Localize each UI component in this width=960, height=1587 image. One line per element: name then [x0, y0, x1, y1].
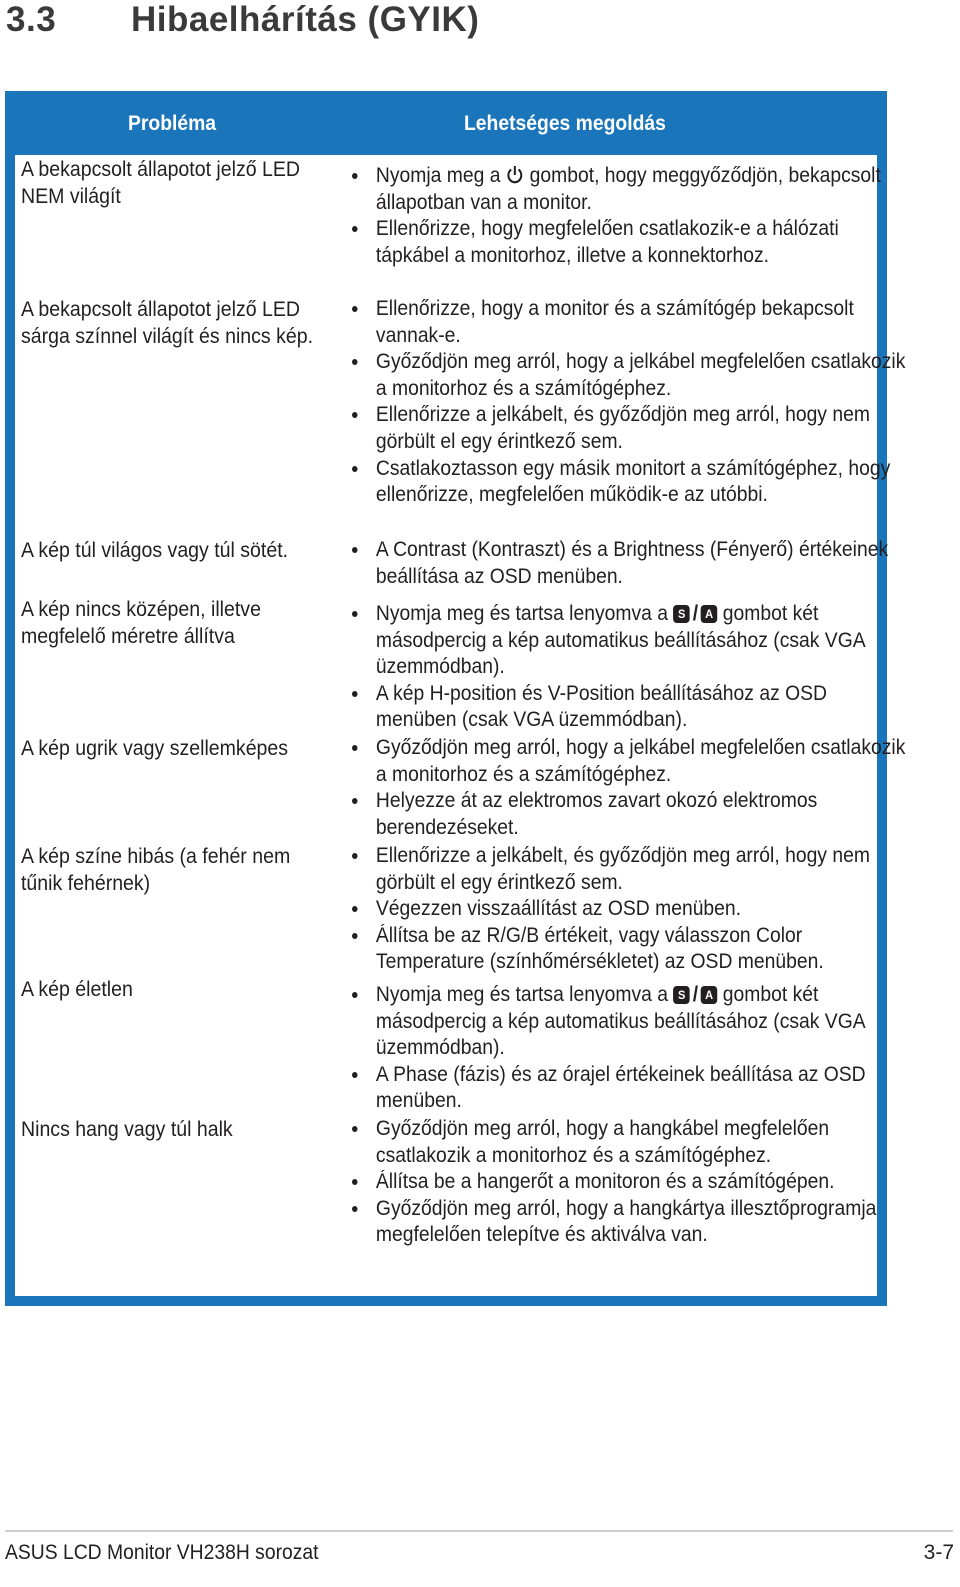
- solution-item: Nyomja meg a gombot, hogy meggyőződjön, bekapcsolt állapotban van a monitor.: [352, 163, 910, 216]
- key-separator: /: [692, 602, 699, 625]
- problem-blurry: A kép életlen: [21, 978, 133, 1001]
- solution-item: Nyomja meg és tartsa lenyomva a S / A gombot két másodpercig a kép automatikus beállításához (csak VGA üzemmódban).: [352, 982, 910, 1062]
- bullet-icon: [352, 933, 358, 939]
- bullet-icon: [352, 359, 358, 365]
- bullet-icon: [352, 547, 358, 553]
- problem-led-off: A bekapcsolt állapotot jelző LED NEM világít: [21, 158, 301, 208]
- bullet-icon: [352, 173, 358, 179]
- solution-item: Állítsa be az R/G/B értékeit, vagy válasszon Color Temperature (színhőmérsékletet) az OSD menüben.: [352, 923, 910, 976]
- bullet-icon: [352, 1179, 358, 1185]
- s-key-icon: S: [673, 605, 690, 623]
- bullet-icon: [352, 611, 358, 617]
- problem-led-yellow: A bekapcsolt állapotot jelző LED sárga színnel világít és nincs kép.: [21, 298, 314, 348]
- solution-item: A Phase (fázis) és az órajel értékeinek beállítása az OSD menüben.: [352, 1062, 910, 1115]
- column-header-problem: Probléma: [128, 112, 217, 135]
- solution-list-flicker: [352, 735, 912, 841]
- problem-flicker: A kép ugrik vagy szellemképes: [21, 737, 289, 760]
- footer-divider: [5, 1530, 953, 1532]
- solution-item: Ellenőrizze a jelkábelt, és győződjön meg arról, hogy nem görbült el egy érintkező sem.: [352, 843, 910, 896]
- solution-item: Győződjön meg arról, hogy a hangkábel megfelelően csatlakozik a monitorhoz és a számítógéphez.: [352, 1116, 910, 1169]
- bullet-icon: [352, 1126, 358, 1132]
- column-header-solution: Lehetséges megoldás: [464, 112, 666, 135]
- power-icon: [506, 165, 524, 185]
- solution-item: Győződjön meg arról, hogy a jelkábel megfelelően csatlakozik a monitorhoz és a számítógéphez.: [352, 349, 910, 402]
- solution-item: Ellenőrizze, hogy a monitor és a számítógép bekapcsolt vannak-e.: [352, 296, 910, 349]
- solution-list-color: [352, 843, 912, 976]
- bullet-icon: [352, 1072, 358, 1078]
- bullet-icon: [352, 1206, 358, 1212]
- problem-brightness: A kép túl világos vagy túl sötét.: [21, 539, 289, 562]
- a-key-icon: A: [701, 986, 718, 1004]
- s-key-icon: S: [673, 986, 690, 1004]
- solution-list-brightness: [352, 537, 912, 590]
- solution-item: Csatlakoztasson egy másik monitort a számítógéphez, hogy ellenőrizze, megfelelően működik-e az utóbbi.: [352, 456, 910, 509]
- solution-item: Állítsa be a hangerőt a monitoron és a számítógépen.: [352, 1169, 910, 1196]
- solution-list-led-yellow: [352, 296, 912, 509]
- section-title-text: Hibaelhárítás (GYIK): [131, 0, 480, 39]
- solution-item: Győződjön meg arról, hogy a jelkábel megfelelően csatlakozik a monitorhoz és a számítógéphez.: [352, 735, 910, 788]
- bullet-icon: [352, 992, 358, 998]
- bullet-icon: [352, 466, 358, 472]
- bullet-icon: [352, 691, 358, 697]
- problem-no-sound: Nincs hang vagy túl halk: [21, 1118, 233, 1141]
- solution-item: Helyezze át az elektromos zavart okozó elektromos berendezéseket.: [352, 788, 910, 841]
- bullet-icon: [352, 906, 358, 912]
- solution-list-position: [352, 601, 912, 734]
- solution-item: Nyomja meg és tartsa lenyomva a S / A gombot két másodpercig a kép automatikus beállításához (csak VGA üzemmódban).: [352, 601, 910, 681]
- solution-item: Ellenőrizze, hogy megfelelően csatlakozik-e a hálózati tápkábel a monitorhoz, illetve a konnektorhoz.: [352, 216, 910, 269]
- solution-item: A Contrast (Kontraszt) és a Brightness (Fényerő) értékeinek beállítása az OSD menüben.: [352, 537, 910, 590]
- section-number: 3.3: [6, 0, 57, 39]
- solution-list-led-off: [352, 163, 912, 269]
- bullet-icon: [352, 412, 358, 418]
- solution-list-blurry: [352, 982, 912, 1115]
- footer-product-name: ASUS LCD Monitor VH238H sorozat: [5, 1541, 319, 1564]
- bullet-icon: [352, 226, 358, 232]
- page-number: 3-7: [923, 1541, 954, 1564]
- section-title: [6, 0, 479, 40]
- bullet-icon: [352, 853, 358, 859]
- problem-position: A kép nincs középen, illetve megfelelő méretre állítva: [21, 598, 261, 648]
- bullet-icon: [352, 306, 358, 312]
- bullet-icon: [352, 745, 358, 751]
- problem-color: A kép színe hibás (a fehér nem tűnik fehérnek): [21, 845, 291, 895]
- solution-item: Végezzen visszaállítást az OSD menüben.: [352, 896, 910, 923]
- a-key-icon: A: [701, 605, 718, 623]
- solution-item: Győződjön meg arról, hogy a hangkártya illesztőprogramja megfelelően telepítve és aktiválva van.: [352, 1196, 910, 1249]
- solution-item: Ellenőrizze a jelkábelt, és győződjön meg arról, hogy nem görbült el egy érintkező sem.: [352, 402, 910, 455]
- solution-list-no-sound: [352, 1116, 912, 1249]
- bullet-icon: [352, 798, 358, 804]
- key-separator: /: [692, 983, 699, 1006]
- solution-item: A kép H-position és V-Position beállításához az OSD menüben (csak VGA üzemmódban).: [352, 681, 910, 734]
